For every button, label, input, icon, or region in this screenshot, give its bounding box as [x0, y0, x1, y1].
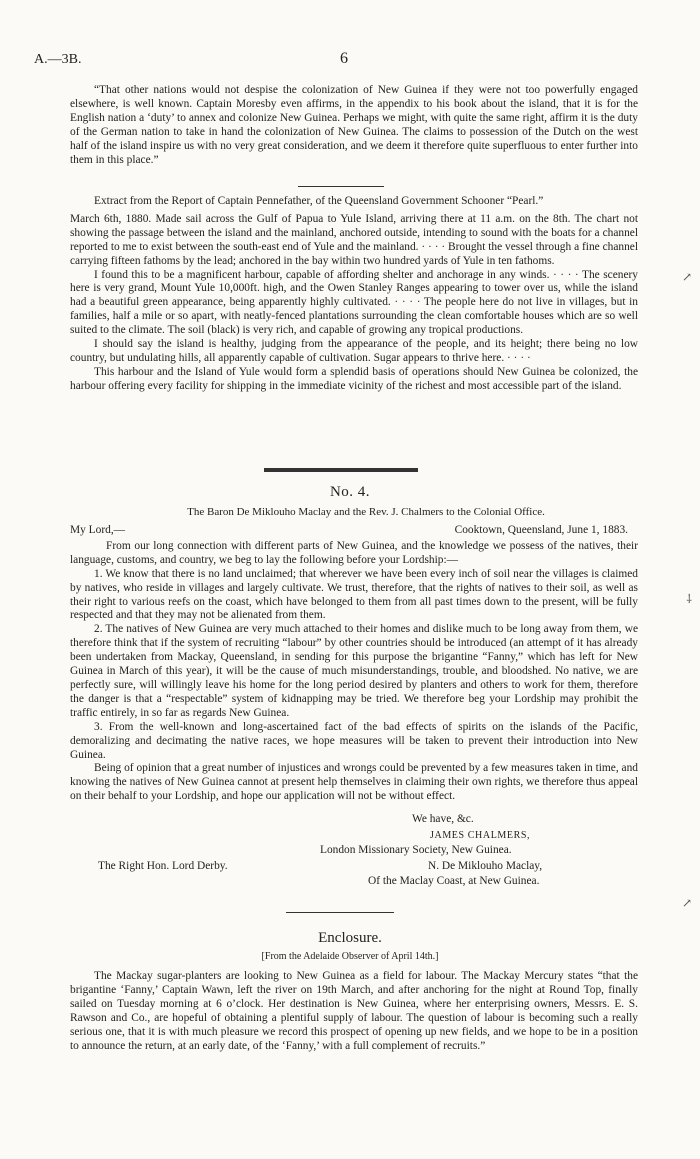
- letter-paragraph-4: Being of opinion that a great number of injustices and wrongs could be prevented by a few measures taken in time, and knowing the natives of New Guinea cannot at present help themselves in claiming their own rights, we therefore thus appeal on their behalf to your Lordship, and hope our application will not be without effect.: [70, 762, 638, 803]
- letter-place-date: Cooktown, Queensland, June 1, 1883.: [454, 523, 628, 536]
- letter-paragraph-2: 2. The natives of New Guinea are very much attached to their homes and dislike much to be long away from them, we therefore think that if the system of recruiting “labour” by other countries should be introduced (an attempt of it has already been undertaken from Mackay, Queensland, in sending for this purpose the brigantine “Fanny,” which has left for New Guinea in March of this year), it will be the cause of much misunderstandings, trouble, and bloodshed. No native, we are perfectly sure, will willingly leave his home for the long period desired by planters and others to work for them, therefore the danger is that a “respectable” system of kidnapping may be tried. We therefore beg your Lordship may prohibit the traffic entirely, in so far as regards New Guinea.: [70, 623, 638, 719]
- signatory-1-name: JAMES CHALMERS,: [430, 830, 531, 841]
- enclosure-paragraph: The Mackay sugar-planters are looking to New Guinea as a field for labour. The Mackay Mercury states “that the brigantine ‘Fanny,’ Captain Wawn, left the river on 19th March, and after anchoring for the night at Round Top, finally sailed on Tuesday morning at 6 o’clock. Her destination is New Guinea, where her enterprising owners, Messrs. E. S. Rawson and Co., are hopeful of obtaining a plentiful supply of labour. The question of labour is becoming such a really serious one, that it is with much pleasure we record this prospect of opening up new fields, and we hope to be in a position to announce the return, at an early date, of the ‘Fanny,’ with a full complement of recruits.”: [70, 970, 638, 1052]
- letter-addressee: The Right Hon. Lord Derby.: [98, 860, 228, 872]
- enclosure-title: Enclosure.: [318, 930, 382, 946]
- section-divider: [298, 186, 384, 187]
- margin-mark: ↗: [681, 270, 692, 284]
- margin-mark: ↗: [681, 896, 692, 910]
- extract-heading: Extract from the Report of Captain Pennefather, of the Queensland Government Schooner “Pearl.”: [94, 195, 544, 207]
- letter-block: [70, 506, 638, 804]
- extract-paragraph-3: I should say the island is healthy, judging from the appearance of the people, and its height; there being no low country, but undulating hills, all apparently capable of cultivation. Sugar appears to thrive here. · · · ·: [70, 338, 638, 364]
- letter-heading: The Baron De Miklouho Maclay and the Rev. J. Chalmers to the Colonial Office.: [187, 506, 545, 518]
- extract-paragraph-1: March 6th, 1880. Made sail across the Gulf of Papua to Yule Island, arriving there at 11 a.m. on the 8th. The chart not showing the passage between the island and the mainland, anchored outside, intending to sound with the boats for a channel reported to me to exist between the south-east end of Yule and the mainland. · · · · Brought the vessel through a fine channel carrying fifteen fathoms by the lead; anchored in the bay within two hundred yards of Yule in ten fathoms.: [70, 212, 638, 267]
- letter-paragraph-intro: From our long connection with different parts of New Guinea, and the knowledge we possess of the natives, their language, customs, and country, we beg to lay the following before your Lordship:—: [70, 539, 638, 566]
- letter-closing: We have, &c.: [412, 813, 474, 825]
- letter-number: No. 4.: [329, 484, 371, 500]
- extract-block: [70, 195, 638, 394]
- enclosure-source: [From the Adelaide Observer of April 14th.]: [261, 951, 439, 962]
- enclosure-divider: [286, 912, 394, 913]
- enclosure-block: [70, 970, 638, 1053]
- document-reference: A.—3B.: [34, 52, 82, 67]
- quote-paragraph: “That other nations would not despise the colonization of New Guinea if they were not too powerfully engaged elsewhere, is well known. Captain Moresby even affirms, in the appendix to his book about the island, that it is for the English nation a ‘duty’ to annex and colonize New Guinea. Perhaps we might, with quite the same right, affirm it is the duty of the German nation to take in hand the colonization of New Guinea. The claims to possession of the Dutch on the west half of the island inspire us with no very great consideration, and we deem it therefore quite superfluous to enter further into them in this place.”: [70, 84, 638, 166]
- signatory-2-organization: Of the Maclay Coast, at New Guinea.: [368, 875, 540, 887]
- extract-paragraph-2: I found this to be a magnificent harbour, capable of affording shelter and anchorage in any winds. · · · · The scenery here is very grand, Mount Yule 10,000ft. high, and the Owen Stanley Ranges appearing to tower over us, while the island had a beautiful green appearance, being apparently highly cultivated. · · · · The people here do not live in villages, but in families, half a mile or so apart, with neatly-fenced plantations surrounding the clean comfortable houses which are so well suited to the climate. The soil (black) is very rich, and capable of growing any tropical productions.: [70, 268, 638, 337]
- margin-mark: ⸸: [686, 592, 692, 606]
- page-number: 6: [340, 50, 348, 67]
- letter-paragraph-1: 1. We know that there is no land unclaimed; that wherever we have been every inch of soil near the villages is claimed by natives, who reside in villages and largely cultivate. We trust, therefore, that the rights of natives to their soil, as well as their right to various reefs on the coast, which have belonged to them from all past times down to the present, will be fully respected and that they may not be alienated from them.: [70, 567, 638, 622]
- signatory-1-organization: London Missionary Society, New Guinea.: [320, 844, 512, 856]
- signatory-2-name: N. De Miklouho Maclay,: [428, 860, 543, 872]
- letter-paragraph-3: 3. From the well-known and long-ascertained fact of the bad effects of spirits on the islands of the Pacific, demoralizing and decimating the native races, we hope measures will be taken to prevent their introduction into New Guinea.: [70, 720, 638, 761]
- extract-paragraph-4: This harbour and the Island of Yule would form a splendid basis of operations should New Guinea be colonized, the harbour offering every facility for shipping in the immediate vicinity of the richest and most accessible part of the island.: [70, 365, 638, 392]
- quote-block: [70, 84, 638, 167]
- section-thick-divider: [264, 468, 418, 472]
- letter-salutation: My Lord,—: [70, 523, 126, 536]
